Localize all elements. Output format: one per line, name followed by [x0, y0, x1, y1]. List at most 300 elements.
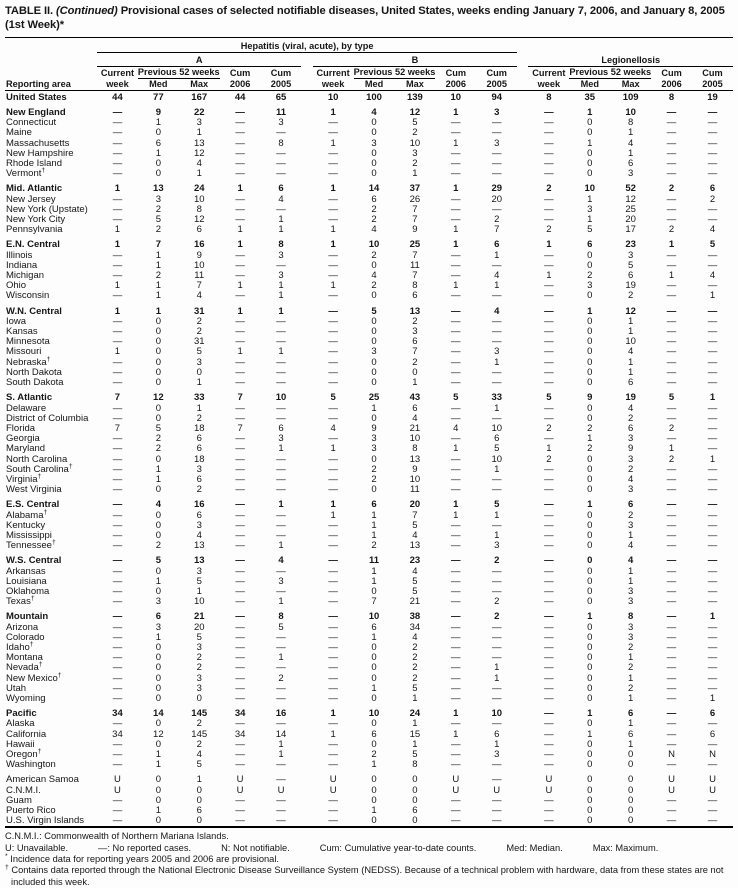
value-cell: —	[112, 259, 123, 271]
value-cell: 7	[412, 214, 418, 226]
value-cell: 1	[628, 718, 634, 730]
spacer-cell	[301, 597, 312, 607]
value-cell: —	[328, 326, 338, 338]
spacer-cell	[517, 235, 528, 250]
value-cell: 6	[371, 193, 377, 205]
reporting-area-cell: Vermont†	[6, 167, 46, 180]
value-cell: 43	[409, 392, 421, 404]
value-cell: —	[491, 815, 502, 827]
value-cell: 11	[409, 484, 420, 496]
value-cell: 0	[155, 412, 161, 424]
header-group-a: A	[97, 53, 301, 67]
value-cell: —	[235, 270, 245, 282]
value-cell: 1	[587, 214, 593, 226]
value-cell: —	[544, 158, 554, 170]
value-cell: 21	[409, 422, 421, 434]
value-cell: —	[544, 377, 554, 389]
reporting-area-cell: W.S. Central	[6, 555, 62, 567]
value-cell: 1	[412, 692, 418, 704]
spacer-cell	[301, 607, 312, 622]
value-cell: 4	[412, 412, 418, 424]
value-cell: —	[112, 443, 123, 455]
value-cell: 5	[412, 117, 418, 129]
reporting-area-cell: Kentucky	[6, 519, 46, 531]
value-cell: 2	[628, 641, 634, 653]
value-cell: —	[544, 305, 554, 317]
spacer	[517, 67, 528, 78]
value-cell: —	[112, 127, 123, 139]
value-cell: —	[544, 575, 554, 587]
header-2005: 2005	[692, 78, 733, 90]
value-cell: 0	[155, 738, 161, 750]
value-cell: —	[451, 168, 461, 180]
spacer-cell	[301, 302, 312, 317]
value-cell: —	[235, 662, 245, 674]
value-cell: 0	[196, 794, 202, 806]
value-cell: 6	[628, 728, 634, 740]
value-cell: —	[235, 137, 245, 149]
value-cell: 10	[409, 433, 421, 445]
value-cell: 2	[412, 356, 418, 368]
value-cell: —	[544, 484, 554, 496]
value-cell: —	[276, 366, 286, 378]
spacer-cell	[517, 674, 528, 684]
value-cell: —	[544, 249, 554, 261]
value-cell: —	[666, 565, 677, 577]
spacer-cell	[517, 521, 528, 531]
value-cell: —	[451, 402, 461, 414]
value-cell: 29	[491, 183, 503, 195]
value-cell: 0	[587, 631, 593, 643]
value-cell: —	[451, 336, 461, 348]
spacer-cell	[301, 653, 312, 663]
value-cell: 6	[628, 270, 634, 282]
value-cell: —	[544, 565, 554, 577]
value-cell: —	[491, 315, 502, 327]
value-cell: 2	[494, 555, 500, 567]
header-max: Max	[610, 78, 651, 90]
value-cell: 3	[628, 249, 634, 261]
value-cell: —	[276, 805, 286, 817]
value-cell: 3	[494, 346, 500, 358]
header-reporting-area: Reporting area	[5, 78, 97, 90]
spacer-cell	[301, 215, 312, 225]
value-cell: —	[235, 315, 245, 327]
spacer-cell	[301, 511, 312, 521]
value-cell: 6	[412, 336, 418, 348]
value-cell: —	[707, 203, 718, 215]
value-cell: 1	[628, 356, 634, 368]
value-cell: 31	[193, 305, 205, 317]
value-cell: 0	[587, 377, 593, 389]
value-cell: 3	[155, 193, 161, 205]
value-cell: 8	[668, 91, 675, 103]
spacer-cell	[301, 704, 312, 719]
value-cell: —	[666, 346, 677, 358]
value-cell: —	[328, 575, 338, 587]
spacer-cell	[517, 485, 528, 495]
value-cell: —	[491, 412, 502, 424]
value-cell: —	[451, 193, 461, 205]
table-row	[5, 235, 733, 250]
value-cell: 1	[114, 183, 121, 195]
value-cell: —	[451, 631, 461, 643]
header-cum: Cum	[270, 67, 292, 78]
value-cell: —	[707, 794, 718, 806]
footnote-dagger-text: Contains data reported through the National Electronic Disease Surveillance System (NEDSS). Because of a technical problem with hardware, data from these states are not included this week.	[11, 865, 724, 887]
value-cell: —	[544, 127, 554, 139]
value-cell: —	[666, 708, 677, 720]
value-cell: 2	[196, 326, 202, 338]
value-cell: 0	[587, 641, 593, 653]
value-cell: —	[707, 759, 718, 771]
value-cell: —	[666, 631, 677, 643]
value-cell: —	[544, 682, 554, 694]
spacer-cell	[517, 424, 528, 434]
value-cell: 4	[196, 529, 202, 541]
value-cell: 0	[155, 692, 161, 704]
table-row	[5, 607, 733, 622]
value-cell: —	[451, 214, 461, 226]
value-cell: —	[491, 326, 502, 338]
value-cell: 9	[371, 422, 377, 434]
value-cell: 0	[587, 682, 593, 694]
value-cell: —	[235, 158, 245, 170]
reporting-area-cell: American Samoa	[6, 774, 79, 786]
value-cell: 2	[412, 672, 418, 684]
value-cell: 0	[371, 453, 377, 465]
value-cell: —	[328, 412, 338, 424]
value-cell: —	[666, 718, 677, 730]
value-cell: 2	[371, 473, 377, 485]
value-cell: 3	[628, 631, 634, 643]
value-cell: 6	[628, 158, 634, 170]
value-cell: —	[491, 718, 502, 730]
spacer-cell	[301, 368, 312, 378]
spacer-cell	[517, 281, 528, 291]
value-cell: 0	[371, 718, 377, 730]
value-cell: —	[235, 631, 245, 643]
value-cell: —	[235, 290, 245, 302]
value-cell: —	[666, 377, 677, 389]
value-cell: —	[544, 433, 554, 445]
value-cell: 0	[155, 336, 161, 348]
value-cell: —	[491, 621, 502, 633]
reporting-area-cell: Arkansas	[6, 565, 46, 577]
spacer-cell	[517, 475, 528, 485]
table-row	[5, 179, 733, 194]
value-cell: 2	[668, 422, 675, 434]
value-cell: 1	[196, 377, 202, 389]
value-cell: 0	[412, 366, 418, 378]
header-2005: 2005	[261, 78, 302, 90]
value-cell: 3	[196, 565, 202, 577]
spacer-cell	[301, 317, 312, 327]
reporting-area-cell: Wyoming	[6, 692, 46, 704]
value-cell: —	[491, 473, 502, 485]
reporting-area-cell: Oklahoma	[6, 585, 50, 597]
spacer-cell	[301, 90, 312, 103]
value-cell: U	[545, 784, 553, 796]
value-cell: 0	[371, 774, 377, 786]
spacer-cell	[517, 806, 528, 816]
value-cell: 1	[155, 305, 161, 317]
value-cell: 0	[155, 453, 161, 465]
value-cell: 6	[196, 224, 202, 236]
value-cell: U	[329, 774, 337, 786]
value-cell: 5	[412, 575, 418, 587]
value-cell: 5	[628, 259, 634, 271]
reporting-area-cell: Hawaii	[6, 738, 35, 750]
value-cell: —	[707, 529, 718, 541]
value-cell: —	[328, 641, 338, 653]
value-cell: 1	[587, 433, 593, 445]
header-blank	[5, 67, 97, 78]
value-cell: 0	[196, 692, 202, 704]
value-cell: 8	[628, 611, 634, 623]
value-cell: 0	[587, 336, 593, 348]
value-cell: 0	[587, 315, 593, 327]
value-cell: 9	[155, 107, 161, 119]
value-cell: 4	[453, 422, 459, 434]
value-cell: —	[276, 641, 286, 653]
value-cell: —	[112, 336, 123, 348]
table-row	[5, 760, 733, 770]
header-group-b: B	[313, 53, 518, 67]
value-cell: 4	[155, 499, 161, 511]
value-cell: —	[112, 193, 123, 205]
value-cell: 21	[193, 611, 205, 623]
value-cell: 2	[494, 611, 500, 623]
value-cell: —	[544, 738, 554, 750]
value-cell: 0	[155, 585, 161, 597]
header-current: Current	[100, 67, 135, 78]
value-cell: 22	[193, 107, 205, 119]
value-cell: 2	[546, 183, 552, 195]
value-cell: 15	[409, 728, 421, 740]
value-cell: 4	[412, 565, 418, 577]
spacer-cell	[517, 291, 528, 301]
header-current: Current	[316, 67, 350, 78]
value-cell: 12	[193, 147, 205, 159]
value-cell: —	[544, 815, 554, 827]
value-cell: —	[276, 718, 286, 730]
reporting-area-cell: Montana	[6, 652, 43, 664]
value-cell: —	[276, 794, 286, 806]
reporting-area-cell: E.N. Central	[6, 239, 60, 251]
reporting-area-cell: Minnesota	[6, 336, 50, 348]
value-cell: 3	[196, 356, 202, 368]
value-cell: 5	[278, 621, 284, 633]
spacer-cell	[301, 495, 312, 510]
value-cell: —	[235, 168, 245, 180]
value-cell: 3	[628, 585, 634, 597]
value-cell: 0	[155, 565, 161, 577]
value-cell: 1	[453, 499, 459, 511]
value-cell: 6	[709, 728, 716, 740]
table-row	[5, 541, 733, 551]
value-cell: —	[235, 718, 245, 730]
spacer-cell	[301, 159, 312, 169]
value-cell: 1	[371, 631, 377, 643]
value-cell: 1	[668, 239, 675, 251]
value-cell: —	[235, 193, 245, 205]
value-cell: —	[328, 203, 338, 215]
value-cell: 10	[409, 473, 421, 485]
value-cell: 2	[628, 290, 634, 302]
value-cell: —	[328, 738, 338, 750]
value-cell: —	[328, 158, 338, 170]
value-cell: —	[544, 203, 554, 215]
value-cell: —	[276, 336, 286, 348]
table-row	[5, 378, 733, 388]
spacer-cell	[301, 235, 312, 250]
value-cell: —	[707, 509, 718, 521]
value-cell: —	[235, 336, 245, 348]
value-cell: —	[451, 259, 461, 271]
reporting-area-cell: Puerto Rico	[6, 805, 56, 817]
spacer-cell	[301, 455, 312, 465]
value-cell: 0	[155, 315, 161, 327]
spacer-cell	[517, 302, 528, 317]
value-cell: —	[707, 596, 718, 608]
value-cell: 1	[628, 326, 634, 338]
value-cell: 1	[412, 718, 418, 730]
value-cell: —	[491, 259, 502, 271]
value-cell: 1	[278, 749, 284, 760]
value-cell: —	[666, 672, 677, 684]
value-cell: 14	[368, 183, 380, 195]
value-cell: 2	[196, 315, 202, 327]
value-cell: 6	[628, 377, 634, 389]
value-cell: —	[235, 794, 245, 806]
value-cell: —	[707, 718, 718, 730]
value-cell: 167	[191, 91, 208, 103]
value-cell: 5	[709, 239, 716, 251]
value-cell: 0	[587, 555, 593, 567]
value-cell: 1	[155, 249, 161, 261]
value-cell: —	[491, 366, 502, 378]
reporting-area-cell: S. Atlantic	[6, 392, 53, 404]
value-cell: 1	[155, 463, 161, 475]
value-cell: 0	[155, 127, 161, 139]
value-cell: 1	[371, 519, 377, 531]
value-cell: 4	[709, 224, 716, 236]
value-cell: 2	[412, 158, 418, 170]
value-cell: 1	[278, 499, 284, 511]
value-cell: 0	[155, 326, 161, 338]
value-cell: —	[707, 158, 718, 170]
value-cell: 1	[371, 529, 377, 541]
dagger-marker: †	[51, 538, 56, 546]
value-cell: —	[328, 759, 338, 771]
value-cell: 0	[371, 641, 377, 653]
value-cell: —	[707, 346, 718, 358]
value-cell: 1	[330, 499, 336, 511]
reporting-area-cell: Washington	[6, 759, 56, 771]
table-row	[5, 485, 733, 495]
value-cell: —	[112, 168, 123, 180]
value-cell: —	[451, 519, 461, 531]
value-cell: 1	[278, 540, 284, 552]
value-cell: 4	[628, 473, 634, 485]
value-cell: —	[276, 463, 286, 475]
value-cell: —	[491, 484, 502, 496]
value-cell: 6	[371, 499, 377, 511]
value-cell: —	[666, 815, 677, 827]
value-cell: —	[451, 652, 461, 664]
value-cell: —	[544, 555, 554, 567]
value-cell: 0	[628, 815, 634, 827]
value-cell: —	[666, 540, 677, 552]
value-cell: —	[235, 473, 245, 485]
value-cell: U	[236, 784, 244, 796]
value-cell: 2	[155, 433, 161, 445]
value-cell: —	[451, 147, 461, 159]
value-cell: 2	[546, 453, 552, 465]
value-cell: 2	[546, 422, 552, 434]
spacer-cell	[517, 587, 528, 597]
value-cell: 1	[587, 107, 593, 119]
value-cell: 1	[278, 443, 284, 455]
value-cell: 1	[494, 356, 500, 368]
value-cell: —	[328, 540, 338, 552]
value-cell: —	[544, 168, 554, 180]
value-cell: —	[666, 484, 677, 496]
value-cell: U	[709, 774, 716, 786]
spacer-cell	[517, 251, 528, 261]
spacer	[301, 67, 312, 78]
value-cell: 145	[191, 708, 208, 720]
value-cell: —	[707, 540, 718, 552]
value-cell: —	[276, 127, 286, 139]
value-cell: 5	[155, 422, 161, 434]
value-cell: 8	[628, 117, 634, 129]
value-cell: —	[544, 259, 554, 271]
value-cell: 33	[491, 392, 503, 404]
value-cell: —	[112, 117, 123, 129]
value-cell: 13	[193, 555, 205, 567]
value-cell: U	[236, 774, 244, 786]
value-cell: —	[707, 280, 718, 292]
value-cell: 0	[587, 147, 593, 159]
value-cell: 1	[371, 509, 377, 521]
legend-item: —: No reported cases.	[98, 842, 192, 853]
value-cell: 1	[546, 270, 552, 282]
value-cell: 0	[371, 738, 377, 750]
value-cell: —	[544, 214, 554, 226]
value-cell: 2	[587, 443, 593, 455]
value-cell: —	[707, 631, 718, 643]
value-cell: 4	[371, 270, 377, 282]
value-cell: —	[276, 519, 286, 531]
value-cell: 1	[155, 575, 161, 587]
value-cell: —	[328, 214, 338, 226]
spacer-cell	[517, 551, 528, 566]
value-cell: —	[666, 738, 677, 750]
value-cell: —	[235, 453, 245, 465]
value-cell: —	[707, 422, 718, 434]
value-cell: —	[451, 672, 461, 684]
value-cell: —	[544, 519, 554, 531]
value-cell: —	[235, 433, 245, 445]
spacer-cell	[517, 159, 528, 169]
value-cell: —	[235, 585, 245, 597]
value-cell: —	[451, 315, 461, 327]
value-cell: 0	[155, 774, 161, 786]
value-cell: 2	[668, 453, 675, 465]
spacer-cell	[301, 567, 312, 577]
